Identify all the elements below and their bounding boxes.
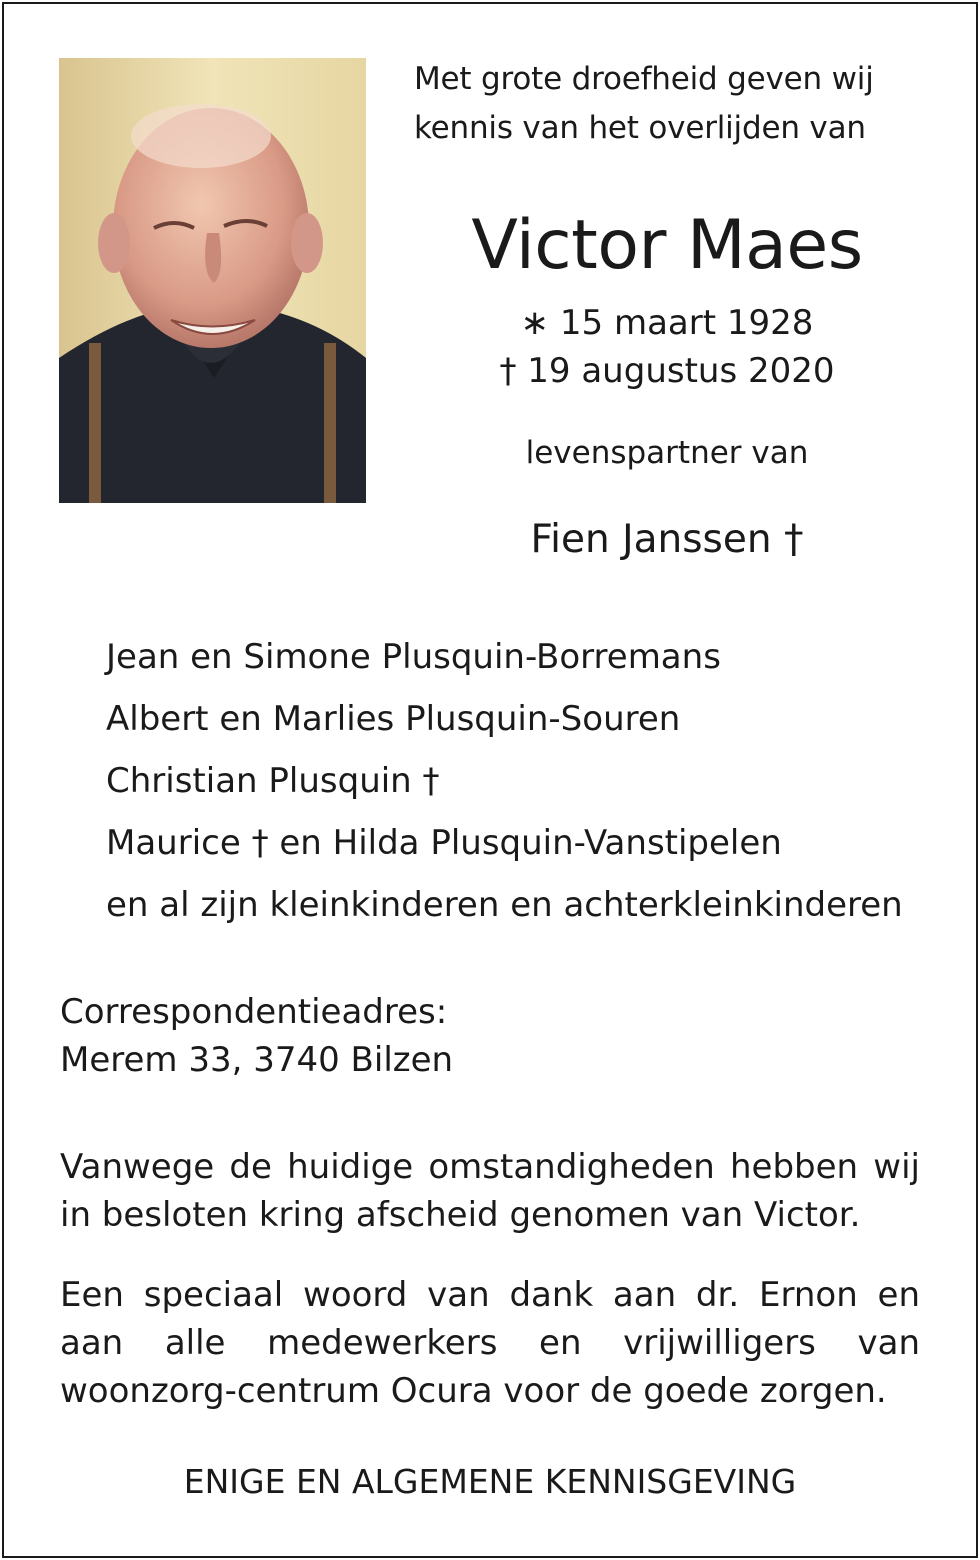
- circumstances-paragraph: Vanwege de huidige omstandigheden hebben wij in besloten kring afscheid genomen van Victor.: [60, 1147, 920, 1235]
- family-member: en al zijn kleinkinderen en achterkleinkinderen: [106, 885, 903, 925]
- intro-line-2: kennis van het overlijden van: [414, 110, 866, 146]
- family-member: Christian Plusquin †: [106, 761, 440, 801]
- intro-line-1: Met grote droefheid geven wij: [414, 61, 874, 97]
- correspondence-label: Correspondentieadres:: [60, 992, 448, 1032]
- thanks-paragraph: Een speciaal woord van dank aan dr. Ernon en aan alle medewerkers en vrijwilligers van woonzorg-centrum Ocura voor de goede zorgen.: [60, 1275, 920, 1411]
- correspondence-address: Merem 33, 3740 Bilzen: [60, 1040, 454, 1080]
- closing-notice: ENIGE EN ALGEMENE KENNISGEVING: [183, 1462, 797, 1501]
- birth-date: ∗ 15 maart 1928: [520, 303, 814, 343]
- family-member: Albert en Marlies Plusquin-Souren: [106, 699, 681, 739]
- portrait-photo: [59, 58, 366, 503]
- family-member: Maurice † en Hilda Plusquin-Vanstipelen: [106, 823, 782, 863]
- deceased-name: Victor Maes: [471, 206, 863, 285]
- death-date: † 19 augustus 2020: [499, 351, 835, 391]
- family-member: Jean en Simone Plusquin-Borremans: [106, 637, 721, 677]
- partner-name: Fien Janssen †: [530, 517, 804, 562]
- partner-label: levenspartner van: [525, 435, 809, 471]
